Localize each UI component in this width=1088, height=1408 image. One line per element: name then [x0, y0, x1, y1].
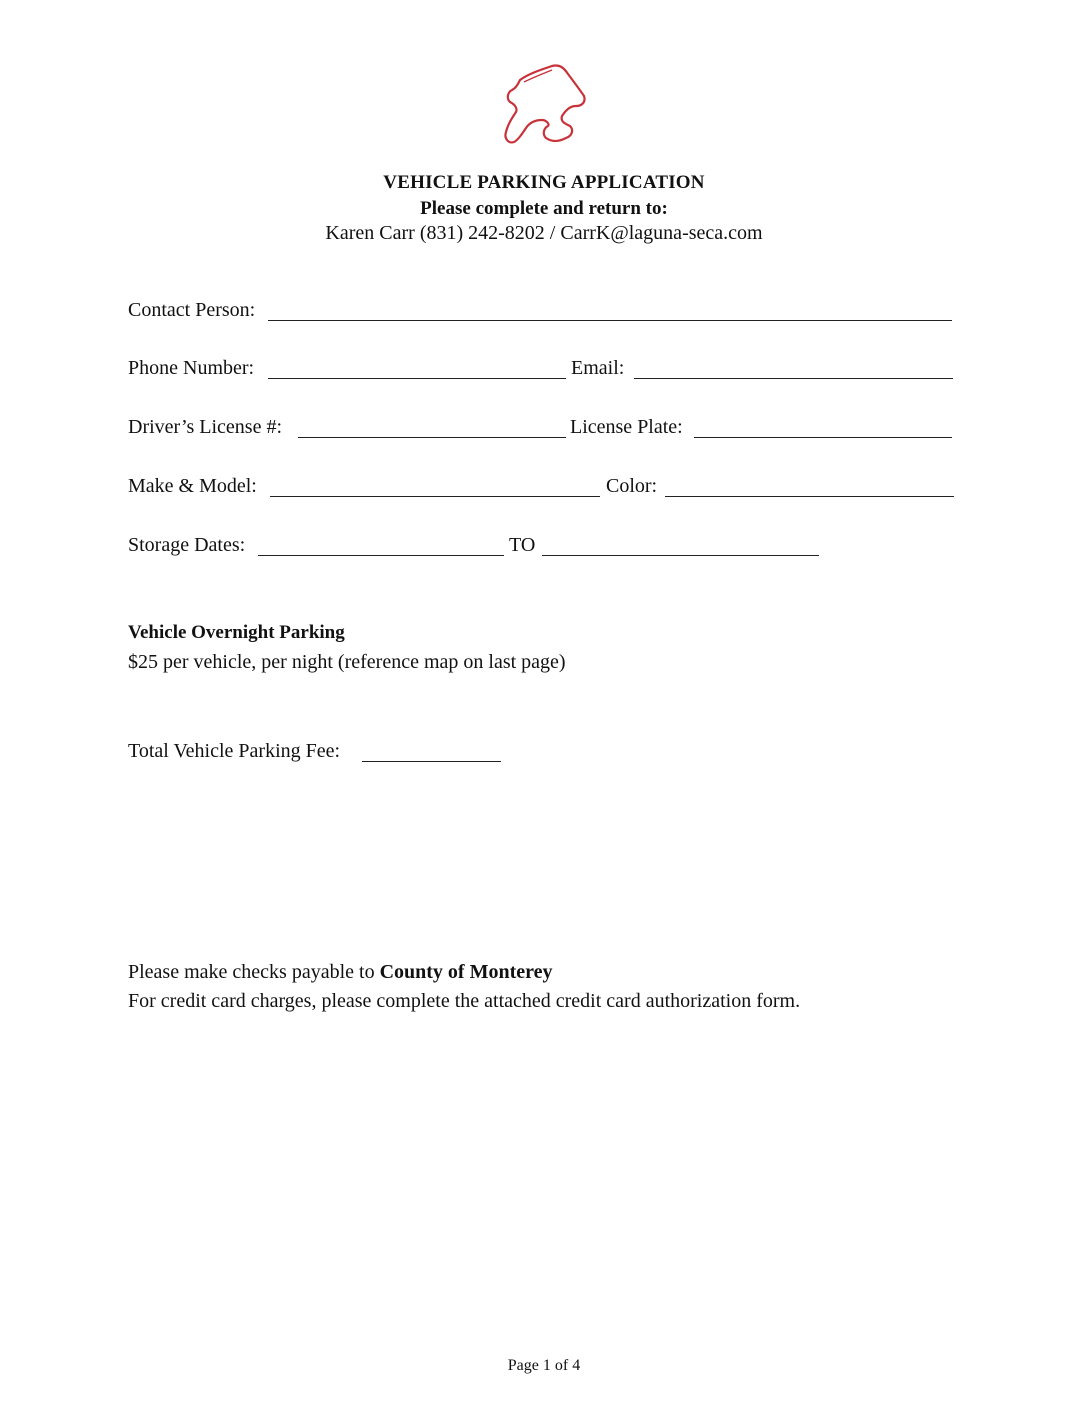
color-label: Color: [606, 475, 658, 497]
credit-card-text: For credit card charges, please complete the attached credit card authorization form. [128, 990, 801, 1012]
payee-name: County of Monterey [379, 961, 553, 983]
overnight-parking-heading: Vehicle Overnight Parking [128, 622, 345, 643]
contact-person-field[interactable] [268, 320, 952, 321]
drivers-license-label: Driver’s License #: [128, 416, 283, 438]
license-plate-label: License Plate: [570, 416, 683, 438]
contact-person-label: Contact Person: [128, 299, 256, 321]
email-field[interactable] [634, 378, 953, 379]
storage-to-label: TO [509, 534, 536, 556]
storage-end-date-field[interactable] [542, 555, 819, 556]
drivers-license-field[interactable] [298, 437, 566, 438]
license-plate-field[interactable] [694, 437, 952, 438]
total-fee-field[interactable] [362, 761, 501, 762]
make-model-label: Make & Model: [128, 475, 257, 497]
color-field[interactable] [665, 496, 954, 497]
email-label: Email: [571, 357, 625, 379]
race-track-icon [500, 62, 590, 152]
phone-number-label: Phone Number: [128, 357, 255, 379]
checks-prefix: Please make checks payable to [128, 961, 375, 983]
page-number: Page 1 of 4 [507, 1357, 581, 1374]
storage-dates-label: Storage Dates: [128, 534, 246, 556]
total-fee-label: Total Vehicle Parking Fee: [128, 740, 341, 762]
payment-checks-text [128, 961, 553, 984]
page-subtitle: Please complete and return to: [420, 198, 668, 219]
contact-info: Karen Carr (831) 242-8202 / CarrK@laguna-seca.com [325, 222, 763, 244]
storage-start-date-field[interactable] [258, 555, 504, 556]
make-model-field[interactable] [270, 496, 600, 497]
overnight-parking-rate: $25 per vehicle, per night (reference map on last page) [128, 651, 566, 673]
page-title: VEHICLE PARKING APPLICATION [383, 172, 705, 193]
phone-number-field[interactable] [268, 378, 566, 379]
